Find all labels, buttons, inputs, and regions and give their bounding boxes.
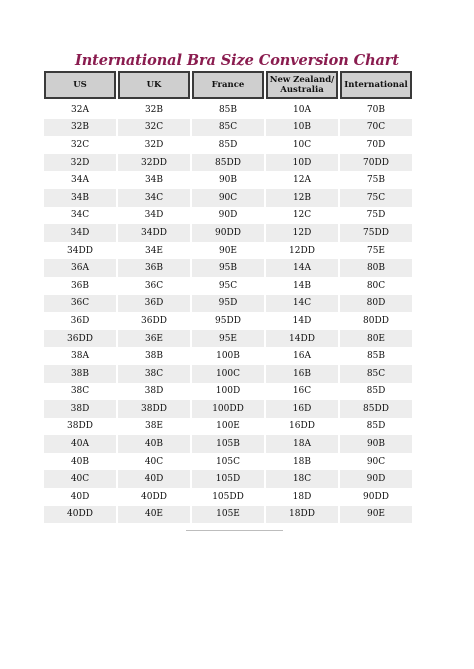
table-cell-international: 85C [340, 365, 412, 383]
table-row [44, 418, 412, 436]
table-cell-us: 36D [44, 312, 116, 330]
table-cell-france: 95DD [192, 312, 264, 330]
table-cell-uk: 40DD [118, 488, 190, 506]
table-cell-international: 80E [340, 330, 412, 348]
table-cell-us: 34B [44, 189, 116, 207]
table-cell-us: 32C [44, 136, 116, 154]
table-cell-new-zealand-australia: 12C [266, 207, 338, 225]
table-cell-uk: 38DD [118, 400, 190, 418]
table-cell-international: 75B [340, 171, 412, 189]
table-cell-france: 105DD [192, 488, 264, 506]
table-cell-uk: 40B [118, 435, 190, 453]
table-cell-us: 38A [44, 347, 116, 365]
table-cell-france: 90B [192, 171, 264, 189]
table-row [44, 453, 412, 471]
table-row [44, 347, 412, 365]
table-row [44, 171, 412, 189]
table-cell-uk: 40D [118, 470, 190, 488]
table-row [44, 365, 412, 383]
table-cell-international: 70D [340, 136, 412, 154]
table-cell-france: 85C [192, 119, 264, 137]
table-cell-new-zealand-australia: 18C [266, 470, 338, 488]
table-cell-new-zealand-australia: 14C [266, 295, 338, 313]
table-cell-us: 36A [44, 259, 116, 277]
table-cell-uk: 34DD [118, 224, 190, 242]
table-cell-us: 40A [44, 435, 116, 453]
table-cell-france: 95D [192, 295, 264, 313]
table-row [44, 330, 412, 348]
table-cell-new-zealand-australia: 16C [266, 383, 338, 401]
table-row [44, 154, 412, 172]
table-cell-international: 90C [340, 453, 412, 471]
table-cell-international: 75C [340, 189, 412, 207]
table-cell-uk: 34E [118, 242, 190, 260]
table-cell-uk: 32D [118, 136, 190, 154]
table-cell-international: 85DD [340, 400, 412, 418]
table-cell-international: 85D [340, 418, 412, 436]
table-cell-us: 38DD [44, 418, 116, 436]
table-cell-us: 32B [44, 119, 116, 137]
table-cell-international: 80B [340, 259, 412, 277]
table-row [44, 99, 412, 119]
table-cell-uk: 32C [118, 119, 190, 137]
table-cell-international: 90DD [340, 488, 412, 506]
table-cell-france: 100C [192, 365, 264, 383]
table-cell-france: 105C [192, 453, 264, 471]
table-cell-international: 80D [340, 295, 412, 313]
table-cell-us: 40DD [44, 506, 116, 524]
table-cell-uk: 36D [118, 295, 190, 313]
table-cell-uk: 38B [118, 347, 190, 365]
table-cell-international: 75D [340, 207, 412, 225]
table-cell-international: 70B [340, 99, 412, 119]
table-cell-uk: 38E [118, 418, 190, 436]
table-cell-us: 38C [44, 383, 116, 401]
table-cell-uk: 36DD [118, 312, 190, 330]
size-conversion-table [42, 71, 414, 523]
table-cell-france: 95C [192, 277, 264, 295]
table-cell-us: 32D [44, 154, 116, 172]
table-cell-france: 100DD [192, 400, 264, 418]
table-cell-us: 34A [44, 171, 116, 189]
table-cell-new-zealand-australia: 16B [266, 365, 338, 383]
table-cell-uk: 40C [118, 453, 190, 471]
footer-divider [186, 530, 283, 531]
table-cell-international: 75DD [340, 224, 412, 242]
table-cell-us: 36DD [44, 330, 116, 348]
table-cell-france: 105D [192, 470, 264, 488]
table-cell-new-zealand-australia: 12B [266, 189, 338, 207]
table-cell-uk: 32DD [118, 154, 190, 172]
table-cell-us: 40B [44, 453, 116, 471]
table-cell-new-zealand-australia: 14A [266, 259, 338, 277]
chart-title: International Bra Size Conversion Chart [75, 52, 399, 69]
table-cell-us: 40D [44, 488, 116, 506]
table-cell-france: 105E [192, 506, 264, 524]
table-cell-international: 85B [340, 347, 412, 365]
table-cell-international: 75E [340, 242, 412, 260]
table-cell-uk: 38D [118, 383, 190, 401]
table-cell-new-zealand-australia: 12DD [266, 242, 338, 260]
table-cell-international: 70DD [340, 154, 412, 172]
table-cell-us: 36C [44, 295, 116, 313]
column-header-uk: UK [118, 71, 190, 99]
table-cell-new-zealand-australia: 12A [266, 171, 338, 189]
table-cell-new-zealand-australia: 10B [266, 119, 338, 137]
table-cell-new-zealand-australia: 16A [266, 347, 338, 365]
table-cell-uk: 32B [118, 99, 190, 119]
table-cell-new-zealand-australia: 16D [266, 400, 338, 418]
table-cell-france: 95E [192, 330, 264, 348]
table-cell-france: 85DD [192, 154, 264, 172]
table-cell-us: 36B [44, 277, 116, 295]
table-row [44, 242, 412, 260]
table-cell-new-zealand-australia: 14DD [266, 330, 338, 348]
table-cell-international: 90B [340, 435, 412, 453]
table-cell-new-zealand-australia: 14D [266, 312, 338, 330]
table-cell-uk: 38C [118, 365, 190, 383]
table-cell-france: 100E [192, 418, 264, 436]
table-cell-new-zealand-australia: 10A [266, 99, 338, 119]
table-cell-uk: 36C [118, 277, 190, 295]
table-cell-new-zealand-australia: 18D [266, 488, 338, 506]
column-header-us: US [44, 71, 116, 99]
table-row [44, 312, 412, 330]
table-body [44, 99, 412, 523]
table-row [44, 189, 412, 207]
table-cell-international: 70C [340, 119, 412, 137]
table-cell-uk: 36B [118, 259, 190, 277]
table-cell-international: 90E [340, 506, 412, 524]
column-header-france: France [192, 71, 264, 99]
column-header-international: International [340, 71, 412, 99]
table-cell-international: 80C [340, 277, 412, 295]
table-row [44, 470, 412, 488]
table-row [44, 207, 412, 225]
table-cell-us: 38D [44, 400, 116, 418]
table-cell-international: 90D [340, 470, 412, 488]
table-cell-new-zealand-australia: 10D [266, 154, 338, 172]
table-cell-uk: 34B [118, 171, 190, 189]
table-cell-france: 95B [192, 259, 264, 277]
table-row [44, 400, 412, 418]
table-cell-france: 90E [192, 242, 264, 260]
header-row [44, 71, 412, 99]
table-cell-new-zealand-australia: 14B [266, 277, 338, 295]
table-cell-us: 34DD [44, 242, 116, 260]
table-cell-us: 32A [44, 99, 116, 119]
table-row [44, 277, 412, 295]
table-cell-uk: 34D [118, 207, 190, 225]
table-cell-international: 85D [340, 383, 412, 401]
table-row [44, 383, 412, 401]
table-cell-france: 100D [192, 383, 264, 401]
table-cell-france: 85B [192, 99, 264, 119]
table-cell-uk: 36E [118, 330, 190, 348]
table-cell-new-zealand-australia: 18DD [266, 506, 338, 524]
table-cell-us: 40C [44, 470, 116, 488]
table-cell-uk: 40E [118, 506, 190, 524]
table-cell-new-zealand-australia: 10C [266, 136, 338, 154]
table-cell-uk: 34C [118, 189, 190, 207]
table-cell-new-zealand-australia: 18B [266, 453, 338, 471]
table-row [44, 119, 412, 137]
table-cell-new-zealand-australia: 12D [266, 224, 338, 242]
table-cell-international: 80DD [340, 312, 412, 330]
table-cell-france: 105B [192, 435, 264, 453]
table-row [44, 259, 412, 277]
table-row [44, 506, 412, 524]
table-cell-france: 90D [192, 207, 264, 225]
table-row [44, 224, 412, 242]
table-cell-us: 34C [44, 207, 116, 225]
table-row [44, 136, 412, 154]
table-row [44, 488, 412, 506]
table-cell-france: 100B [192, 347, 264, 365]
table-cell-france: 90DD [192, 224, 264, 242]
table-cell-france: 85D [192, 136, 264, 154]
column-header-new-zealand-australia: New Zealand/ Australia [266, 71, 338, 99]
table-cell-france: 90C [192, 189, 264, 207]
table-cell-us: 38B [44, 365, 116, 383]
table-row [44, 435, 412, 453]
table-cell-us: 34D [44, 224, 116, 242]
table-cell-new-zealand-australia: 16DD [266, 418, 338, 436]
table-cell-new-zealand-australia: 18A [266, 435, 338, 453]
table-row [44, 295, 412, 313]
